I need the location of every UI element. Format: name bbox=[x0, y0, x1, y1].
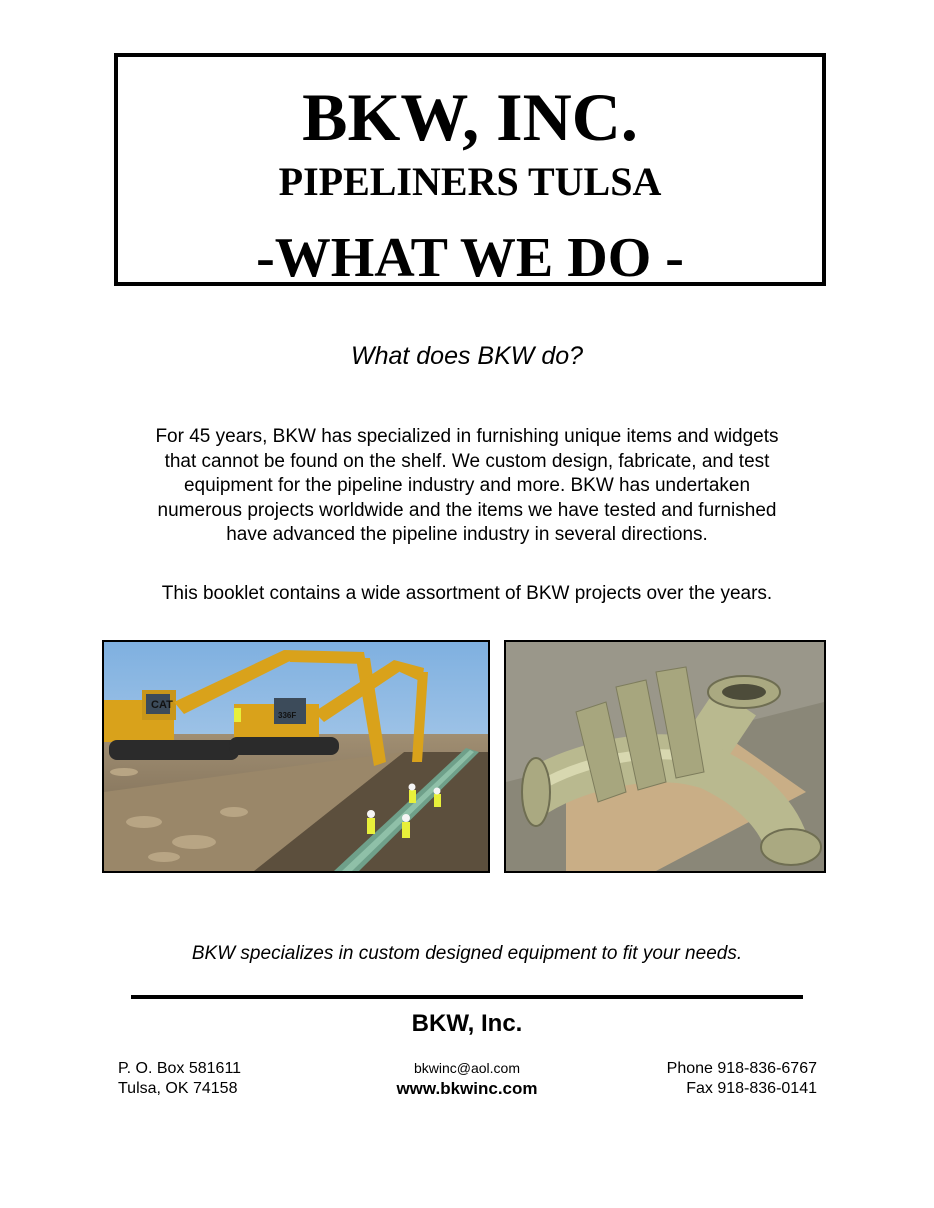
address-line: Tulsa, OK 74158 bbox=[118, 1080, 238, 1097]
fax-number: Fax 918-836-0141 bbox=[686, 1080, 817, 1097]
intro-question: What does BKW do? bbox=[350, 342, 584, 370]
phone-number: Phone 918-836-6767 bbox=[666, 1060, 817, 1077]
intro-paragraph bbox=[100, 425, 834, 548]
website-link[interactable]: www.bkwinc.com bbox=[396, 1079, 538, 1098]
company-title: BKW, INC. bbox=[302, 79, 638, 155]
intro-line: that cannot be found on the shelf. We custom design, fabricate, and test bbox=[164, 450, 770, 472]
tagline: BKW specializes in custom designed equipment to fit your needs. bbox=[191, 943, 743, 964]
intro-line: have advanced the pipeline industry in several directions. bbox=[226, 524, 708, 545]
email-link[interactable]: bkwinc@aol.com bbox=[413, 1060, 521, 1076]
intro-line: equipment for the pipeline industry and more. BKW has undertaken bbox=[183, 475, 751, 496]
cat-logo: CAT bbox=[151, 699, 173, 711]
booklet-note: This booklet contains a wide assortment of BKW projects over the years. bbox=[161, 583, 773, 604]
footer-company-name: BKW, Inc. bbox=[411, 1010, 523, 1037]
title-box bbox=[114, 53, 826, 289]
footer-divider bbox=[131, 995, 803, 999]
company-subtitle: PIPELINERS TULSA bbox=[278, 159, 662, 204]
excavator-pipeline-photo bbox=[102, 640, 490, 873]
intro-line: For 45 years, BKW has specialized in furnishing unique items and widgets bbox=[155, 426, 779, 447]
custom-fitting-photo bbox=[504, 640, 826, 873]
address-line: P. O. Box 581611 bbox=[118, 1060, 242, 1077]
phone-contact bbox=[667, 1059, 817, 1099]
model-label: 336F bbox=[278, 711, 297, 720]
page-headline: -WHAT WE DO - bbox=[256, 227, 684, 289]
intro-line: numerous projects worldwide and the items we have tested and furnished bbox=[157, 499, 777, 521]
